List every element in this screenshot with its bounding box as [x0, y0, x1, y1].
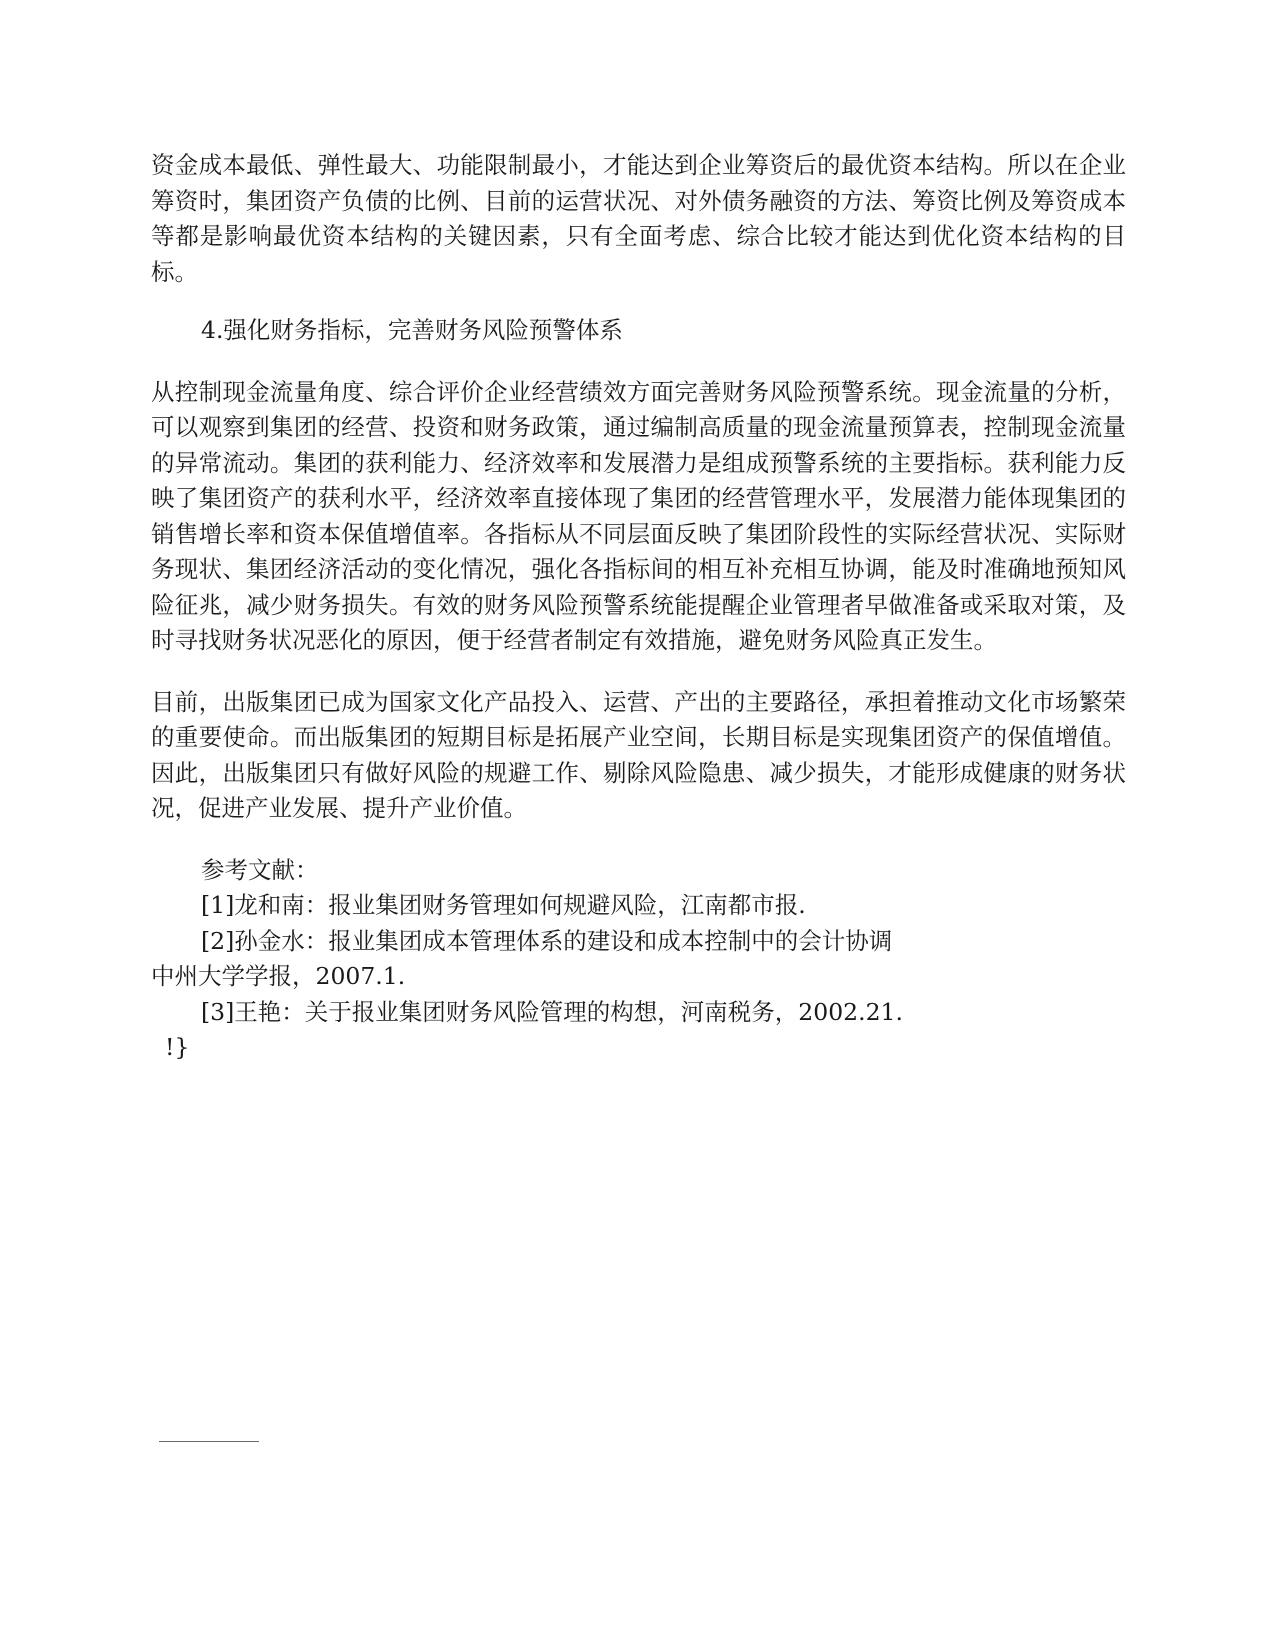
references-title: 参考文献：	[201, 855, 319, 884]
reference-item-3: [3]王艳：关于报业集团财务风险管理的构想，河南税务，2002.21.	[201, 997, 903, 1026]
document-body	[151, 148, 1126, 1066]
reference-item-1: [1]龙和南：报业集团财务管理如何规避风险，江南都市报.	[201, 891, 806, 919]
stray-characters: !}	[165, 1033, 190, 1061]
paragraph-capital-structure: 资金成本最低、弹性最大、功能限制最小，才能达到企业筹资后的最优资本结构。所以在企业筹资时，集团资产负债的比例、目前的运营状况、对外债务融资的方法、筹资比例及筹资成本等都是影响最优资本结构的关键因素，只有全面考虑、综合比较才能达到优化资本结构的目标。	[151, 151, 1126, 286]
references-section	[151, 853, 1126, 1031]
reference-item-2: [2]孙金水：报业集团成本管理体系的建设和成本控制中的会计协调	[201, 926, 893, 955]
section-heading-4: 4.强化财务指标，完善财务风险预警体系	[201, 316, 623, 344]
footnote-separator	[159, 1441, 259, 1442]
paragraph-conclusion: 目前，出版集团已成为国家文化产品投入、运营、产出的主要路径，承担着推动文化市场繁荣的重要使命。而出版集团的短期目标是拓展产业空间，长期目标是实现集团资产的保值增值。因此，出版集团只有做好风险的规避工作、剔除风险隐患、减少损失，才能形成健康的财务状况，促进产业发展、提升产业价值。	[151, 687, 1126, 822]
reference-item-2-continued: 中州大学学报，2007.1.	[151, 962, 406, 990]
paragraph-risk-warning: 从控制现金流量角度、综合评价企业经营绩效方面完善财务风险预警系统。现金流量的分析，可以观察到集团的经营、投资和财务政策，通过编制高质量的现金流量预算表，控制现金流量的异常流动。集团的获利能力、经济效率和发展潜力是组成预警系统的主要指标。获利能力反映了集团资产的获利水平，经济效率直接体现了集团的经营管理水平，发展潜力能体现集团的销售增长率和资本保值增值率。各指标从不同层面反映了集团阶段性的实际经营状况、实际财务现状、集团经济活动的变化情况，强化各指标间的相互补充相互协调，能及时准确地预知风险征兆，减少财务损失。有效的财务风险预警系统能提醒企业管理者早做准备或采取对策，及时寻找财务状况恶化的原因，便于经营者制定有效措施，避免财务风险真正发生。	[151, 377, 1126, 654]
